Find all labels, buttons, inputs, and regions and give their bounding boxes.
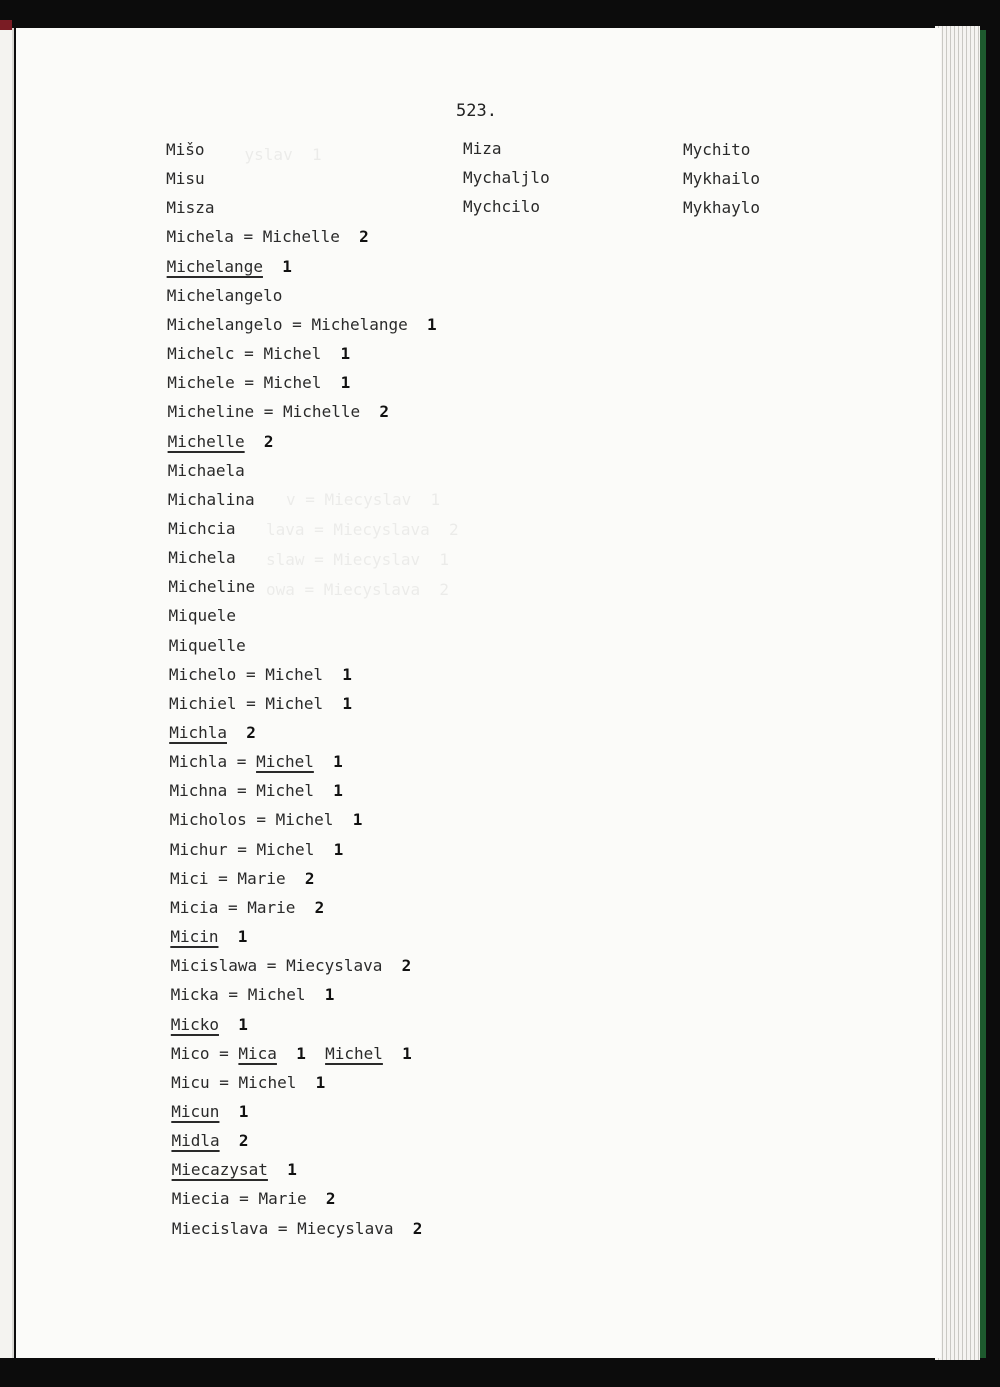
index-entry [169,723,256,743]
index-entry [168,548,235,568]
entry-text: Miza [463,139,502,158]
entry-text [245,432,264,451]
entry-text: Mykhailo [683,169,761,189]
entry-text: Mico = [170,1043,239,1063]
underlined-name: Mica [238,1043,277,1063]
entry-text: Michelc = Michel [167,344,341,364]
page-number: 523. [456,101,497,121]
index-entry [169,606,236,626]
entry-count: 2 [263,431,274,451]
index-entry [171,1102,248,1122]
underlined-name: Miecazysat [171,1160,268,1180]
index-entry [171,985,335,1005]
index-entry [167,315,437,335]
entry-text [263,257,282,276]
entry-text: Mici = Marie [170,868,305,888]
underlined-name: Michla [169,723,227,742]
entry-count: 1 [340,344,351,364]
book-cover-edge [980,30,986,1358]
entry-text: Micheline = Michelle [167,402,380,422]
index-entry [166,227,368,247]
show-through-text: lava = Miecyslava 2 [266,520,459,539]
entry-count: 1 [352,810,363,830]
entry-text: Micholos = Michel [169,810,353,830]
index-entry [168,490,255,510]
show-through-text: owa = Miecyslava 2 [266,580,450,599]
underlined-name: Michelle [167,431,245,451]
entry-text [219,1015,238,1034]
index-entry [171,1015,248,1035]
index-entry [683,140,750,160]
entry-text: Michcia [168,518,236,538]
index-entry [167,373,350,393]
entry-count: 1 [287,1160,297,1180]
index-entry [172,1189,336,1209]
entry-text [314,752,333,771]
underlined-name: Michel [256,752,314,772]
index-entry [166,198,214,218]
entry-count: 2 [246,723,256,742]
entry-count: 2 [401,956,412,976]
index-entry [167,344,350,364]
index-entry [683,169,760,189]
index-entry [168,461,245,481]
entry-text: Miecia = Marie [171,1189,326,1209]
entry-text: Miquele [168,606,236,626]
index-entry [463,197,540,217]
underlined-name: Midla [171,1131,220,1151]
entry-count: 2 [412,1218,423,1238]
entry-text: Mychaljlo [463,168,550,188]
entry-text: Michele = Michel [167,373,341,393]
entry-count: 2 [314,897,325,917]
entry-count: 1 [237,927,248,947]
entry-count: 1 [238,1101,249,1121]
entry-count: 1 [282,256,292,276]
index-entry [168,432,274,452]
entry-count: 1 [427,314,437,334]
entry-count: 1 [333,839,344,859]
entry-text: Michelangelo [166,285,283,305]
index-entry [169,665,352,685]
index-entry [168,519,235,539]
index-entry [170,781,343,801]
index-entry [171,1131,248,1151]
spine-binding [0,20,12,30]
index-entry [169,694,352,714]
entry-count: 1 [342,693,353,713]
entry-count: 2 [379,402,389,422]
entry-count: 1 [333,781,343,801]
entry-count: 1 [296,1043,306,1063]
entry-count: 1 [340,373,351,393]
entry-count: 1 [324,985,335,1005]
page-stack-edge [935,26,980,1360]
entry-count: 1 [315,1072,326,1092]
entry-text: Mišo [166,140,205,159]
index-entry [463,168,550,188]
index-entry [169,752,342,772]
entry-text: Michiel = Michel [169,693,343,713]
entry-text [306,1044,325,1063]
index-entry [172,1219,422,1239]
index-entry [170,840,343,860]
entry-text [219,1102,238,1121]
entry-text: Miecislava = Miecyslava [171,1218,413,1238]
index-entry [167,286,283,306]
entry-text: Micheline [168,577,256,597]
index-entry [170,869,315,889]
entry-text: Miquelle [168,635,246,655]
entry-text: Misu [166,169,205,189]
entry-text: Michela [168,548,236,568]
underlined-name: Michel [325,1043,383,1063]
entry-text [218,927,237,946]
index-entry [170,898,324,918]
index-entry [170,810,363,830]
index-entry [683,198,760,218]
entry-count: 2 [238,1131,249,1151]
index-entry [171,1073,325,1093]
entry-count: 2 [359,227,369,247]
entry-count: 1 [342,664,352,684]
underlined-name: Micko [170,1014,219,1034]
index-entry [463,139,502,159]
index-entry [166,169,205,189]
entry-text: Micu = Michel [171,1072,316,1092]
show-through-text: slaw = Miecyslav 1 [266,550,450,569]
entry-text: Mychcilo [463,197,541,217]
entry-count: 2 [325,1189,336,1209]
entry-text: Mykhaylo [683,198,761,218]
underlined-name: Micun [171,1101,220,1121]
entry-text: Michur = Michel [169,839,334,859]
book-left-edge [0,28,14,1358]
entry-text [277,1044,296,1063]
entry-count: 1 [333,752,343,772]
entry-text: Mychito [683,140,751,159]
index-entry [169,636,246,656]
index-entry [167,257,292,277]
show-through-text: yslav 1 [206,145,322,164]
entry-text: Michela = Michelle [166,227,360,247]
entry-text: Michna = Michel [169,781,334,801]
entry-text: Michelangelo = Michelange [166,314,428,334]
entry-text [268,1160,287,1179]
entry-count: 1 [238,1014,248,1034]
entry-text [227,723,246,742]
entry-text: Micka = Michel [170,985,325,1005]
underlined-name: Michelange [166,256,263,276]
index-entry [167,402,389,422]
entry-text: Micislawa = Miecyslava [170,956,402,976]
index-entry [170,956,411,976]
show-through-text: v = Miecyslav 1 [286,490,441,509]
index-entry [170,927,247,947]
entry-text [383,1044,402,1063]
entry-text: Michla = [169,752,257,772]
entry-text: Misza [166,198,215,218]
index-entry [171,1044,412,1064]
entry-text [220,1131,239,1150]
entry-count: 1 [402,1043,412,1063]
underlined-name: Micin [170,927,219,947]
index-entry [166,140,205,160]
entry-text: Micia = Marie [170,897,315,917]
index-entry [172,1160,297,1180]
entry-count: 2 [304,868,315,888]
book-page [16,28,941,1358]
index-entry [168,577,255,597]
entry-text: Michalina [167,489,255,509]
entry-text: Michelo = Michel [168,664,343,684]
entry-text: Michaela [167,460,245,480]
